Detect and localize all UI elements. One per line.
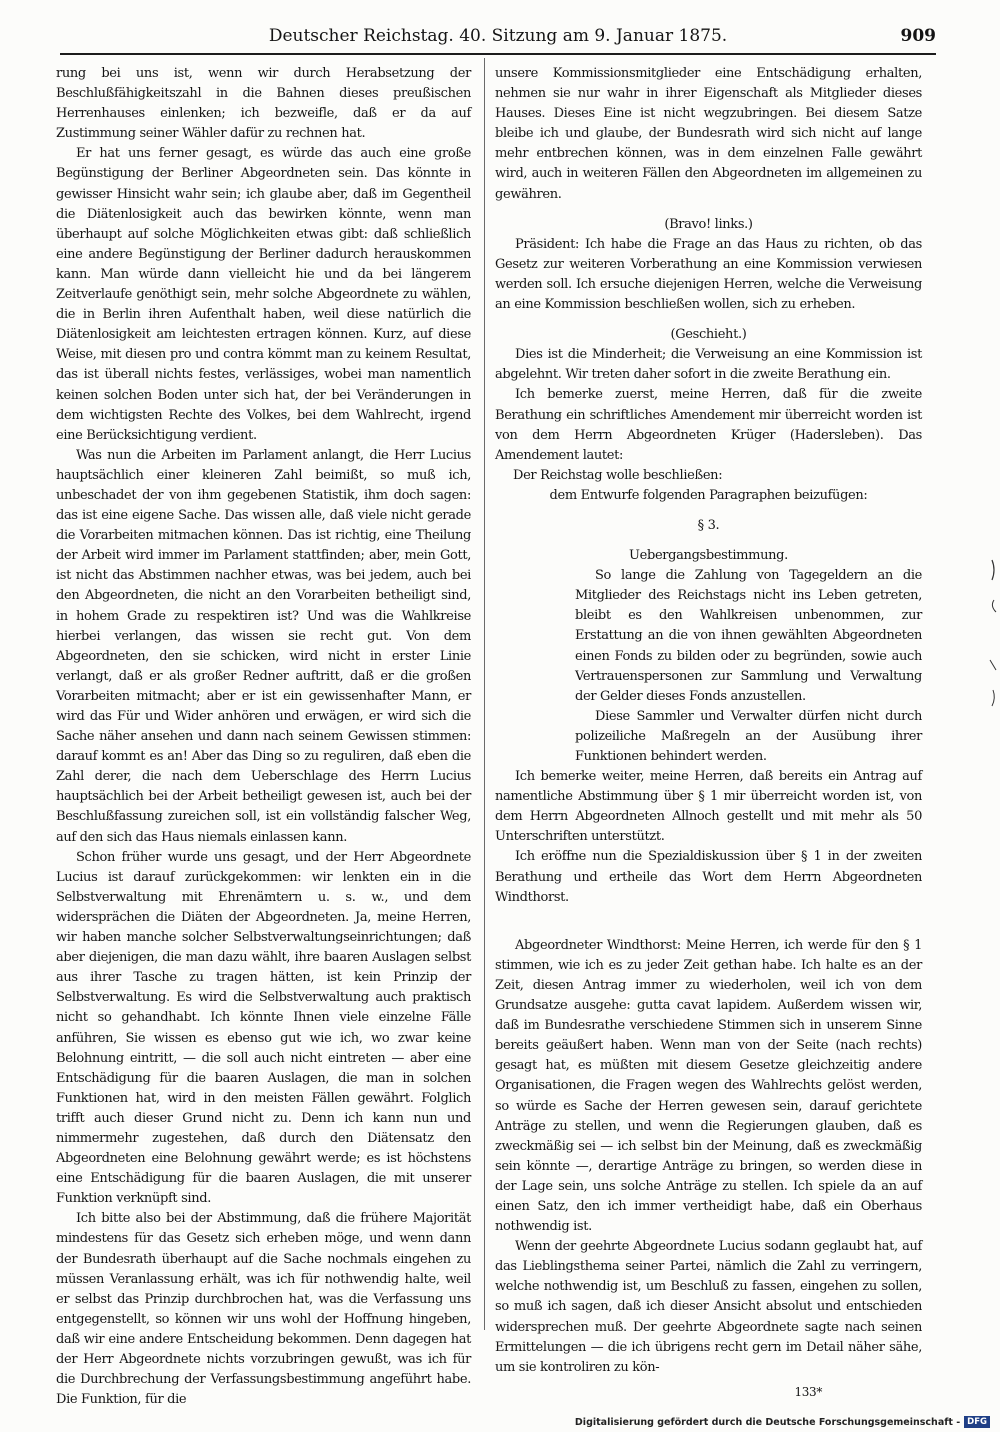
right-column-paragraph: § 3.	[697, 517, 720, 533]
right-column-paragraph: 133*	[794, 1384, 822, 1399]
header-title: Deutscher Reichstag. 40. Sitzung am 9. Januar 1875.	[268, 26, 728, 46]
header-rule	[60, 53, 936, 55]
right-column-paragraph: So lange die Zahlung von Tagegeldern an die Mitglieder des Reichstags nicht ins Leben getreten, bleibt es den Wahlkreisen unbenommen, zur Erstattung an die von ihnen gewählten Abgeordneten einen Fonds zu bilden oder zu begründen, sowie auch Vertrauenspersonen zur Sammlung und Verwaltung der Gelder dieses Fonds anzustellen.	[575, 568, 922, 704]
right-column-paragraph: Ich bemerke weiter, meine Herren, daß bereits ein Antrag auf namentliche Abstimmung über § 1 mir überreicht worden ist, von dem Herrn Abgeordneten Allnoch gestellt und mit mehr als 50 Unterschriften unterstützt.	[495, 769, 922, 845]
left-column-paragraph: Er hat uns ferner gesagt, es würde das auch eine große Begünstigung der Berliner Abgeordneten sein. Das könnte in gewisser Hinsicht wahr sein; ich glaube aber, daß im Gegentheil die Diätenlosigkeit auch das bewirken könnte, wenn man überhaupt auf solche Möglichkeiten etwas gibt: daß schließlich eine andere Begünstigung der Berliner dadurch herauskommen kann. Man würde dann vielleicht hie und da bei längerem Zeitverlaufe genöthigt sein, mehr solche Abgeordnete zu wählen, die in Berlin ihren Aufenthalt haben, weil diese natürlich die Diätenlosigkeit am leichtesten ertragen können. Kurz, auf diese Weise, mit diesen pro und contra kömmt man zu keinem Resultat, das ist überall nichts festes, verlässiges, wobei man namentlich keinen solchen Boden unter sich hat, der bei Veränderungen in dem wichtigsten Rechte des Volkes, bei dem Wahlrecht, irgend eine Berücksichtigung verdient.	[56, 146, 471, 443]
page-number: 909	[900, 26, 936, 46]
left-column-paragraph: Was nun die Arbeiten im Parlament anlangt, die Herr Lucius hauptsächlich einer kleineren Zahl beimißt, so muß ich, unbeschadet der von ihm gegebenen Statistik, ihm doch sagen: das ist eine eigene Sache. Das wissen alle, daß viele nicht gerade die Vorarbeiten mitmachen können. Das ist richtig, eine Theilung der Arbeit wird immer im Parlament stattfinden; aber, mein Gott, ist nicht das Abstimmen nachher etwas, was bei jedem, auch bei den Abgeordneten, die nicht an den Vorarbeiten betheiligt sind, in hohem Grade zu respektiren ist? Und was die Wahlkreise hierbei verlangen, das wissen sie recht gut. Von dem Abgeordneten, den sie schicken, wird nicht in erster Linie verlangt, daß er als großer Redner auftritt, daß er die großen Vorarbeiten mitmacht; aber er ist ein gewissenhafter Mann, er wird das Für und Wider anhören und erwägen, er wird sich die Sache näher ansehen und dann nach seinem Gewissen stimmen: darauf kommt es an! Aber das Ding so zu reguliren, daß eben die Zahl derer, die nach dem Ueberschlage des Herrn Lucius hauptsächlich bei der Arbeit betheiligt gewesen ist, auch bei der Beschlußfassung zureichen soll, ist ein vollständig falscher Weg, auf den sich das Haus niemals einlassen kann.	[56, 447, 471, 845]
column-divider	[484, 58, 485, 1330]
right-column-paragraph: unsere Kommissionsmitglieder eine Entschädigung erhalten, nehmen sie nur wahr in ihrer Eigenschaft als Mitglieder dieses Hauses. Dieses Eine ist nicht wegzubringen. Bei diesem Satze bleibe ich und glaube, der Bundesrath wird sich nicht auf lange mehr entbrechen können, was in dem einzelnen Falle gewährt wird, auch in weiteren Fällen den Abgeordneten im allgemeinen zu gewähren.	[495, 66, 922, 202]
right-column-paragraph: Dies ist die Minderheit; die Verweisung an eine Kommission ist abgelehnt. Wir treten daher sofort in die zweite Berathung ein.	[495, 347, 922, 383]
right-column-paragraph: Präsident: Ich habe die Frage an das Haus zu richten, ob das Gesetz zur weiteren Vorberathung an eine Kommission verwiesen werden soll. Ich ersuche diejenigen Herren, welche die Verweisung an eine Kommission beschließen wollen, sich zu erheben.	[495, 236, 922, 313]
digitization-credit	[575, 1416, 990, 1428]
right-column-paragraph: Der Reichstag wolle beschließen:	[513, 467, 723, 483]
right-column-paragraph: Wenn der geehrte Abgeordnete Lucius sodann geglaubt hat, auf das Lieblingsthema seiner Partei, nämlich die Zahl zu verringern, welche nothwendig ist, um Beschluß zu fassen, eingehen zu sollen, so muß ich sagen, daß ich dieser Ansicht absolut und entschieden widersprechen muß. Der geehrte Abgeordnete sagte nach seinen Ermittelungen — die ich übrigens recht gern im Detail näher sähe, um sie kontroliren zu kön-	[495, 1239, 922, 1375]
left-column-paragraph: Schon früher wurde uns gesagt, und der Herr Abgeordnete Lucius ist darauf zurückgekommen: wir lenkten ein in die Selbstverwaltung mit Ehrenämtern u. s. w., und dem widersprächen die Diäten der Abgeordneten. Ja, meine Herren, wir haben manche solcher Selbstverwaltungseinrichtungen; daß aber diejenigen, die man dazu wählt, ihre baaren Auslagen selbst aus ihrer Tasche zu tragen hätten, ist kein Prinzip der Selbstverwaltung. Es wird die Selbstverwaltung auch praktisch nicht so gehandhabt. Ich könnte Ihnen viele einzelne Fälle anführen, Sie wissen es ebenso gut wie ich, wo zwar keine Belohnung eintritt, — die soll auch nicht eintreten — aber eine Entschädigung für die baaren Auslagen, die man in solchen Funktionen hat, wird in den meisten Fällen gewährt. Folglich trifft auch dieser Grund nicht zu. Denn ich kann nun und nimmermehr zugestehen, daß durch den Diätensatz den Abgeordneten eine Belohnung gewährt werde; es ist höchstens eine Entschädigung für die baaren Auslagen, die mit unserer Funktion verknüpft sind.	[56, 849, 471, 1207]
right-column-paragraph: (Bravo! links.)	[664, 216, 753, 232]
right-column-paragraph: Uebergangsbestimmung.	[629, 548, 788, 564]
running-header	[60, 22, 936, 48]
right-column-paragraph: (Geschieht.)	[670, 327, 747, 343]
left-column	[56, 64, 471, 1408]
right-column	[495, 64, 922, 1399]
right-column-paragraph: Ich eröffne nun die Spezialdiskussion über § 1 in der zweiten Berathung und ertheile das Wort dem Herrn Abgeordneten Windthorst.	[495, 849, 922, 905]
right-column-paragraph: Ich bemerke zuerst, meine Herren, daß für die zweite Berathung ein schriftliches Amendement mir überreicht worden ist von dem Herrn Abgeordneten Krüger (Hadersleben). Das Amendement lautet:	[495, 387, 922, 463]
right-column-paragraph: Abgeordneter Windthorst: Meine Herren, ich werde für den § 1 stimmen, wie ich es zu jeder Zeit gethan habe. Ich halte es an der Zeit, diesen Antrag immer zu wiederholen, weil ich von dem Grundsatze ausgehe: gutta cavat lapidem. Außerdem wissen wir, daß im Bundesrathe verschiedene Stimmen sich in unserem Sinne bereits geäußert haben. Wenn man von der Seite (nach rechts) gesagt hat, es müßten mit diesem Gesetze gleichzeitig andere Organisationen, die Fragen wegen des Wahlrechts gelöst werden, so würde es Sache der Herren gewesen sein, darauf gerichtete Anträge zu stellen, und wenn die Regierungen glauben, daß es zweckmäßig sei — ich selbst bin der Meinung, daß es zweckmäßig sein könnte —, derartige Anträge zu bringen, so werden diese in der Lage sein, uns solche Anträge zu stellen. Ich spiele da an auf einen Satz, den ich immer vertheidigt habe, daß ein Oberhaus nothwendig ist.	[495, 937, 922, 1235]
right-column-paragraph: Diese Sammler und Verwalter dürfen nicht durch polizeiliche Maßregeln an der Ausübung ihrer Funktionen behindert werden.	[575, 708, 922, 764]
right-column-paragraph: dem Entwurfe folgenden Paragraphen beizufügen:	[549, 487, 868, 503]
scan-edge-marks	[984, 540, 998, 740]
dfg-logo: DFG	[964, 1416, 990, 1428]
footer-text: Digitalisierung gefördert durch die Deutsche Forschungsgemeinschaft -	[574, 1416, 961, 1428]
left-column-paragraph: Ich bitte also bei der Abstimmung, daß die frühere Majorität mindestens für das Gesetz sich erheben möge, und wenn dann der Bundesrath überhaupt auf die Sache nochmals eingehen zu müssen Veranlassung erhält, was ich für nothwendig halte, weil er selbst das Prinzip durchbrochen hat, was die Verfassung uns entgegenstellt, so können wir uns wohl der Hoffnung hingeben, daß wir eine andere Entscheidung bekommen. Denn dagegen hat der Herr Abgeordnete nichts vorzubringen gewußt, was ich für die Durchbrechung der Verfassungsbestimmung angeführt habe. Die Funktion, für die	[56, 1211, 471, 1408]
left-column-paragraph: rung bei uns ist, wenn wir durch Herabsetzung der Beschlußfähigkeitszahl in die Bahnen dieses preußischen Herrenhauses einlenken; ich bezweifle, daß er da auf Zustimmung seiner Wähler dafür zu rechnen hat.	[56, 66, 471, 142]
